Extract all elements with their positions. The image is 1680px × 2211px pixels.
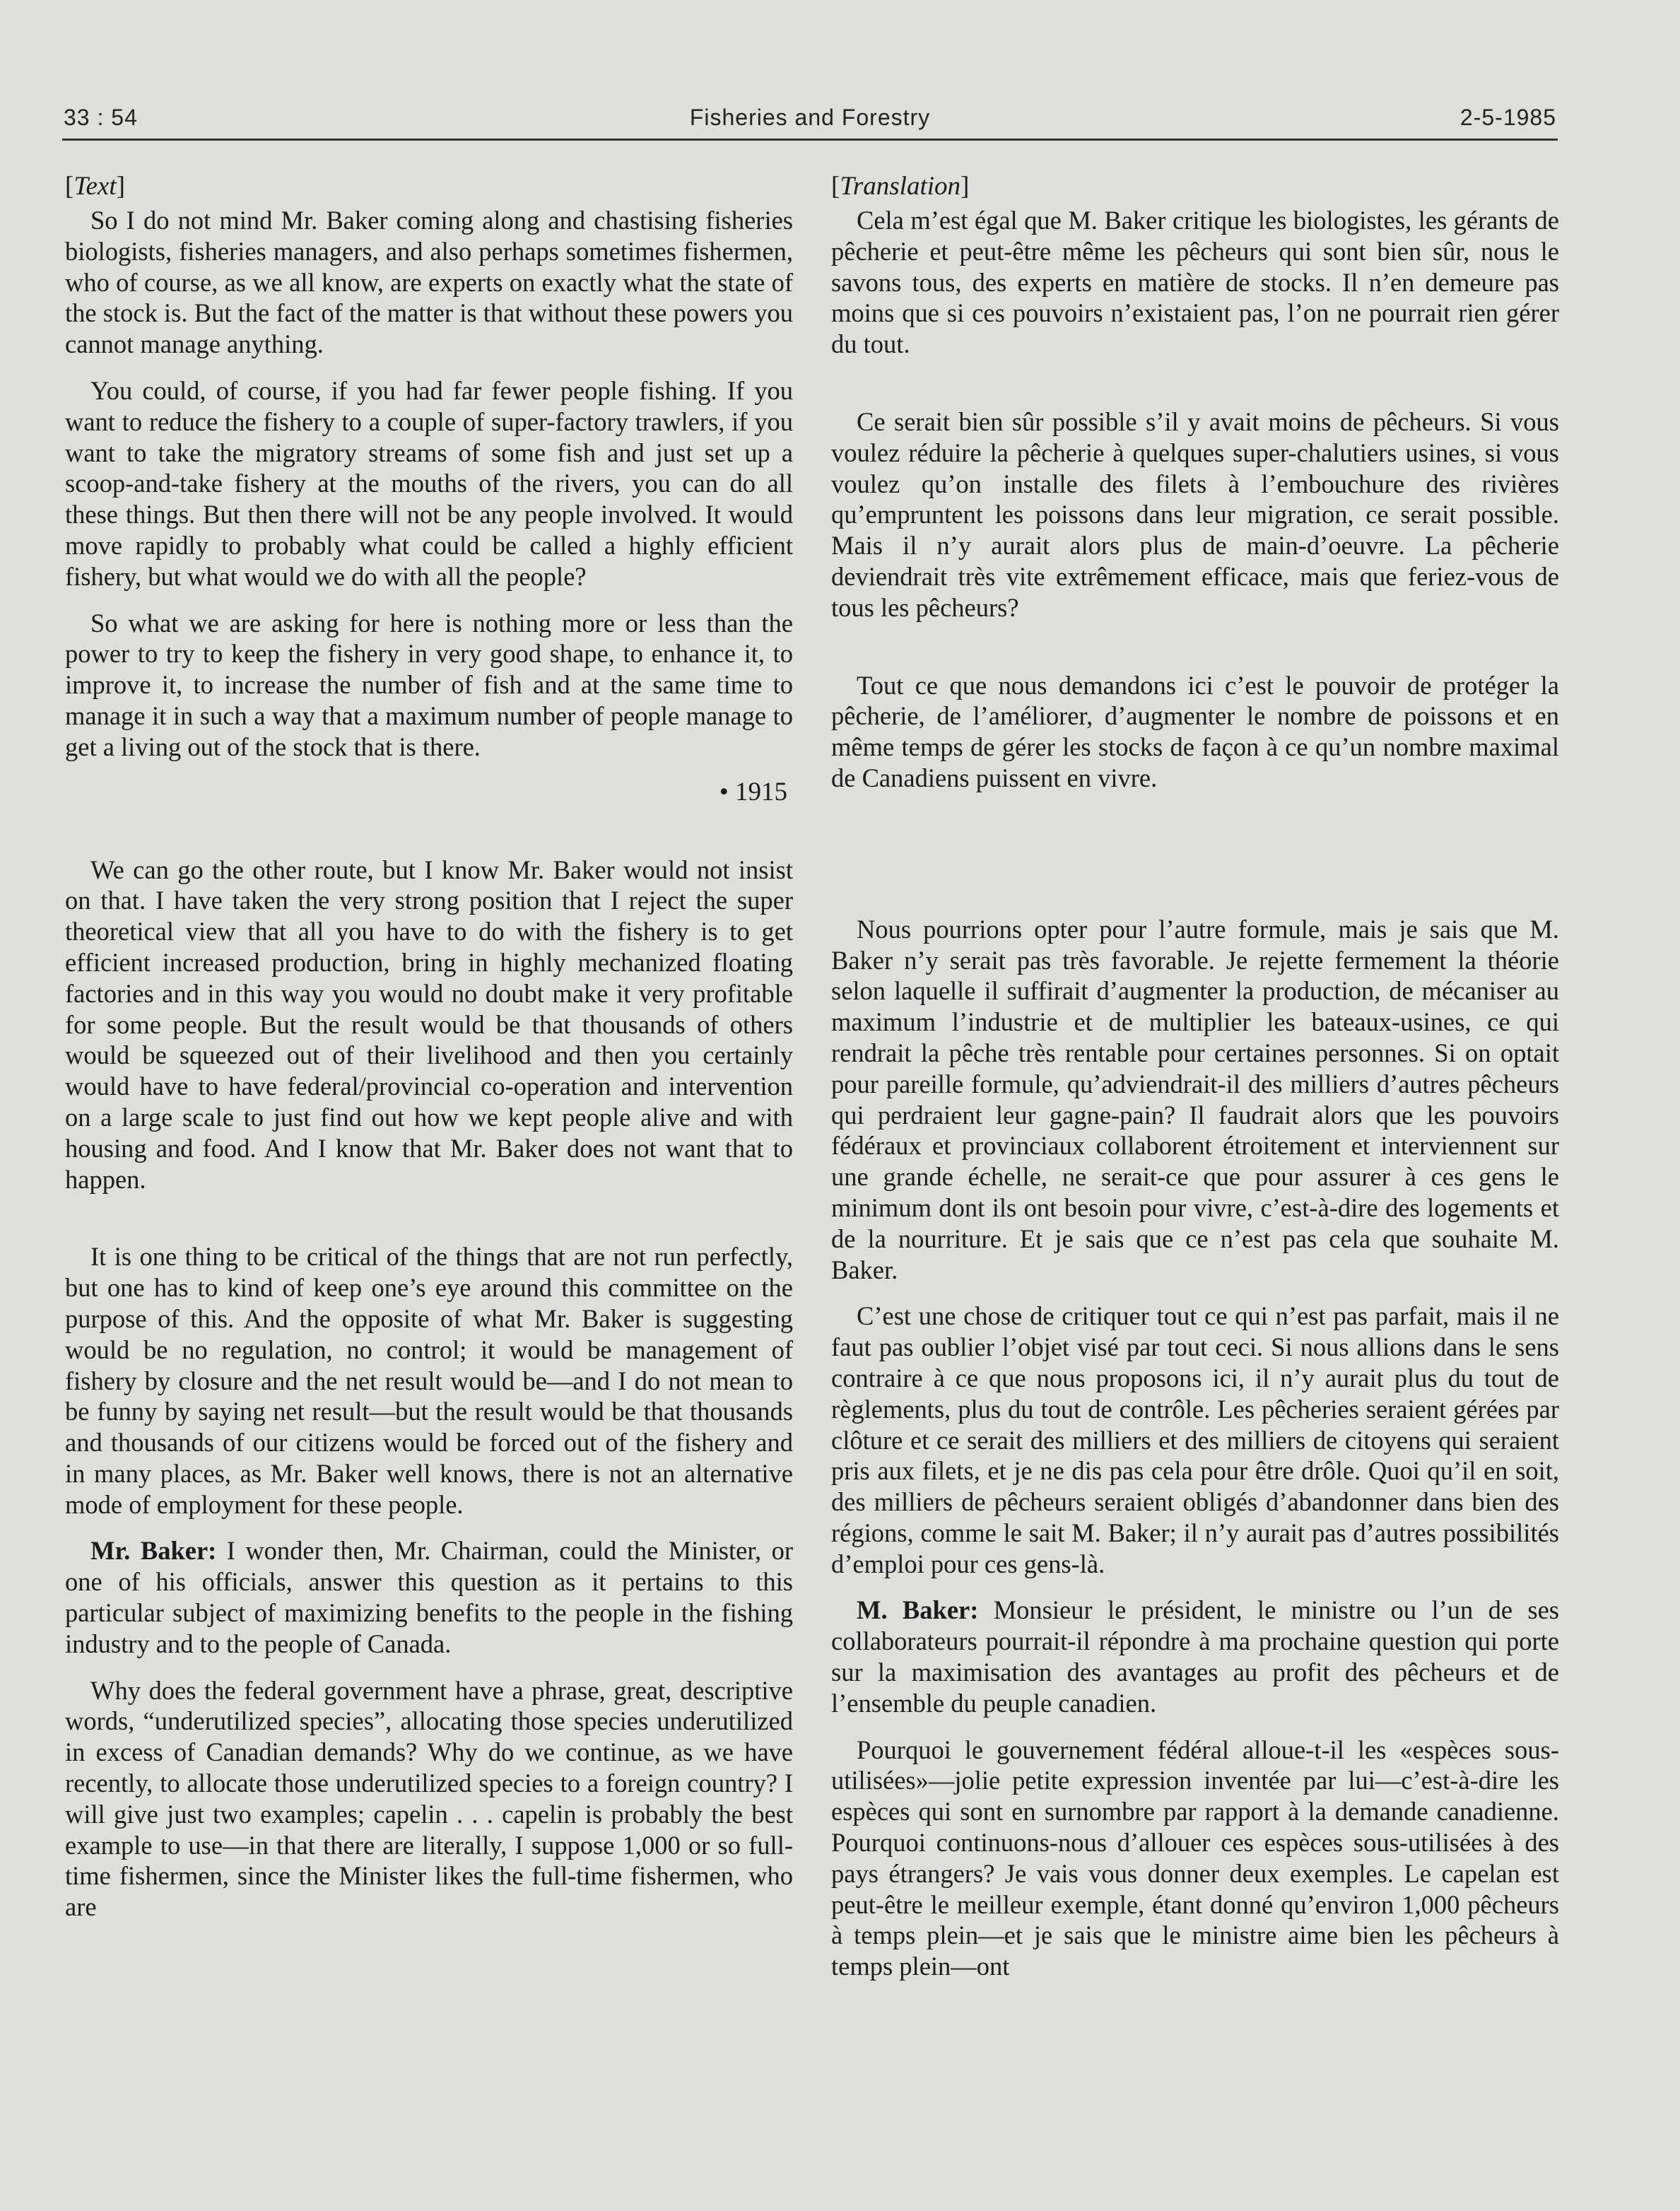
sitting-date: 2-5-1985 bbox=[1459, 105, 1556, 130]
page-header bbox=[62, 103, 1558, 141]
french-paragraph-7: Pourquoi le gouvernement fédéral alloue-t-il les «espèces sous-utilisées»—jolie petite expression inventée par lui—c’est-à-dire les espèces qui sont en surnombre par rapport à la demande canadienne. Pourquoi continuons-nous d’allouer ces espèces sous-utilisées à des pays étrangers? Je vais vous donner deux exemples. Le capelan est peut-être le meilleur exemple, étant donné qu’environ 1,000 pêcheurs à temps plein—et je sais que le ministre aime bien les pêcheurs à temps plein—ont bbox=[831, 1735, 1559, 1981]
french-paragraph-3: Tout ce que nous demandons ici c’est le pouvoir de protéger la pêcherie, de l’améliorer, d’augmenter le nombre de poissons et en même temps de gérer les stocks de façon à ce qu’un nombre maximal de Canadiens puissent en vivre. bbox=[831, 670, 1559, 792]
french-paragraph-5: C’est une chose de critiquer tout ce qui n’est pas parfait, mais il ne faut pas oublier l’objet visé par tout ceci. Si nous allions dans le sens contraire à ce que nous proposons ici, il n’y aurait plus du tout de règlements, plus du tout de contrôle. Les pêcheries seraient gérées par clôture et ce serait des milliers et des milliers de citoyens qui seraient pris aux filets, et je ne dis pas cela pour être drôle. Quoi qu’il en soit, des milliers de pêcheurs seraient obligés d’abandonner dans bien des régions, comme le sait M. Baker; il n’y aurait pas d’autres possibilités d’emploi pour ces gens-là. bbox=[831, 1301, 1559, 1578]
english-paragraph-2: You could, of course, if you had far fewer people fishing. If you want to reduce the fishery to a couple of super-factory trawlers, if you want to take the migratory streams of some fish and just set up a scoop-and-take fishery at the mouths of the rivers, you can do all these things. But then there will not be any people involved. It would move rapidly to probably what could be called a highly efficient fishery, but what would we do with all the people? bbox=[65, 375, 793, 591]
time-marker: • 1915 bbox=[719, 777, 787, 807]
speaker-name: Mr. Baker: bbox=[90, 1536, 217, 1566]
french-paragraph-6: M. Baker: Monsieur le président, le ministre ou l’un de ses collaborateurs pourrait-il répondre à ma prochaine question qui porte sur la maximisation des avantages au profit des pêcheurs et de l’ensemble du peuple canadien. bbox=[831, 1595, 1559, 1718]
english-paragraph-6: Mr. Baker: I wonder then, Mr. Chairman, could the Minister, or one of his officials, answer this question as it pertains to this particular subject of maximizing benefits to the people in the fishing industry and to the people of Canada. bbox=[65, 1536, 793, 1658]
running-title: Fisheries and Forestry bbox=[689, 105, 931, 130]
french-paragraph-2: Ce serait bien sûr possible s’il y avait moins de pêcheurs. Si vous voulez réduire la pêcherie à quelques super-chalutiers usines, si vous voulez qu’on installe des filets à l’embouchure des rivières qu’empruntent les poissons dans leur migration, ce serait possible. Mais il n’y aurait alors plus de main-d’oeuvre. La pêcherie deviendrait très vite extrêmement efficace, mais que feriez-vous de tous les pêcheurs? bbox=[831, 406, 1559, 622]
english-paragraph-5: It is one thing to be critical of the things that are not run perfectly, but one has to kind of keep one’s eye around this committee on the purpose of this. And the opposite of what Mr. Baker is suggesting would be no regulation, no control; it would be management of fishery by closure and the net result would be—and I do not mean to be funny by saying net result—but the result would be that thousands and thousands of our citizens would be forced out of the fishery and in many places, as Mr. Baker well knows, there is not an alternative mode of employment for these people. bbox=[65, 1242, 793, 1519]
french-column bbox=[831, 170, 1559, 1982]
english-paragraph-4: We can go the other route, but I know Mr. Baker would not insist on that. I have taken the very strong position that I reject the super theoretical view that all you have to do with the fishery is to get efficient increased production, bring in highly mechanized floating factories and in this way you would no doubt make it very profitable for some people. But the result would be that thousands of others would be squeezed out of their livelihood and then you certainly would have to have federal/provincial co-operation and intervention on a large scale to just find out how we kept people alive and with housing and food. And I know that Mr. Baker does not want that to happen. bbox=[65, 855, 793, 1194]
page-number: 33 : 54 bbox=[64, 105, 138, 130]
english-paragraph-1: So I do not mind Mr. Baker coming along and chastising fisheries biologists, fisheries managers, and also perhaps sometimes fishermen, who of course, as we all know, are experts on exactly what the state of the stock is. But the fact of the matter is that without these powers you cannot manage anything. bbox=[65, 206, 793, 359]
english-paragraph-7: Why does the federal government have a phrase, great, descriptive words, “underutilized species”, allocating those species underutilized in excess of Canadian demands? Why do we continue, as we have recently, to allocate those underutilized species to a foreign country? I will give just two examples; capelin . . . capelin is probably the best example to use—in that there are literally, I suppose 1,000 or so full-time fishermen, since the Minister likes the full-time fishermen, who are bbox=[65, 1675, 793, 1922]
text-tag: [Text] bbox=[65, 172, 125, 201]
french-paragraph-1: Cela m’est égal que M. Baker critique les biologistes, les gérants de pêcherie et peut-être même les pêcheurs qui sont bien sûr, nous le savons tous, des experts en matière de stocks. Il n’en demeure pas moins que si ces pouvoirs n’existaient pas, l’on ne pourrait rien gérer du tout. bbox=[831, 206, 1559, 359]
english-paragraph-3: So what we are asking for here is nothing more or less than the power to try to keep the fishery in very good shape, to enhance it, to improve it, to increase the number of fish and at the same time to manage it in such a way that a maximum number of people manage to get a living out of the stock that is there. bbox=[65, 608, 793, 761]
speaker-name: M. Baker: bbox=[857, 1595, 979, 1625]
french-paragraph-4: Nous pourrions opter pour l’autre formule, mais je sais que M. Baker n’y serait pas très favorable. Je rejette fermement la théorie selon laquelle il suffirait d’augmenter la production, de mécaniser au maximum l’industrie et de multiplier les bateaux-usines, ce qui rendrait la pêche très rentable pour certaines personnes. Si on optait pour pareille formule, qu’adviendrait-il des milliers d’autres pêcheurs qui perdraient leur gagne-pain? Il faudrait alors que les pouvoirs fédéraux et provinciaux collaborent étroitement et interviennent sur une grande échelle, ne serait-ce que pour assurer à ces gens le minimum dont ils ont besoin pour vivre, c’est-à-dire des logements et de la nourriture. Et je sais que ce n’est pas cela que souhaite M. Baker. bbox=[831, 914, 1559, 1284]
english-column bbox=[65, 170, 793, 1923]
translation-tag: [Translation] bbox=[831, 172, 970, 201]
